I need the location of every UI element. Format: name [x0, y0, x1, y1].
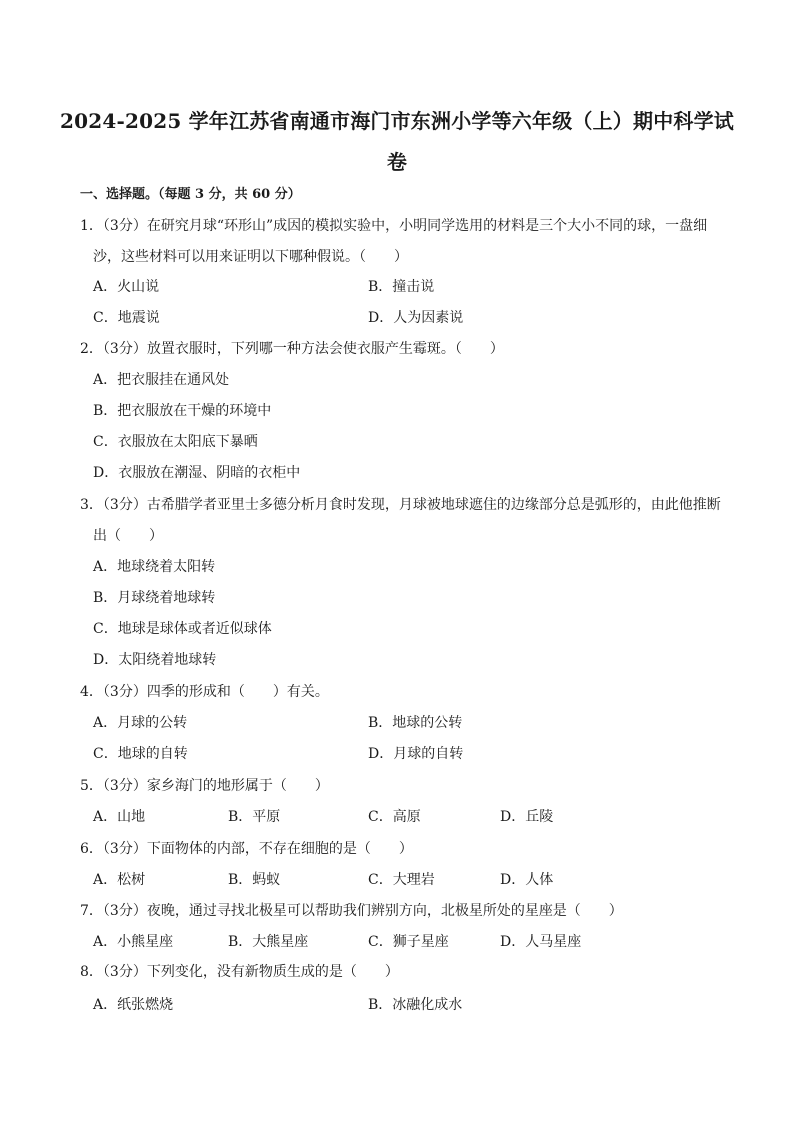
q5-option-a[interactable]: A．山地	[93, 809, 146, 825]
section-heading: 一、选择题。（每题 3 分，共 60 分）	[80, 187, 301, 202]
q4-option-b[interactable]: B．地球的公转	[368, 715, 463, 731]
q8-option-b[interactable]: B．冰融化成水	[368, 997, 463, 1013]
q4-option-c[interactable]: C．地球的自转	[93, 746, 188, 762]
q1-option-b[interactable]: B．撞击说	[368, 279, 435, 295]
question-3-text-cont: 出（ ）	[93, 528, 163, 544]
question-1-text-cont: 沙，这些材料可以用来证明以下哪种假说。（ ）	[93, 249, 408, 265]
q1-option-a[interactable]: A．火山说	[93, 279, 160, 295]
question-6-text: 6．（3分）下面物体的内部，不存在细胞的是（ ）	[80, 841, 413, 857]
q7-option-c[interactable]: C．狮子星座	[368, 934, 449, 950]
q3-option-a[interactable]: A．地球绕着太阳转	[93, 559, 216, 575]
question-2	[80, 334, 504, 365]
q2-option-d[interactable]: D．衣服放在潮湿、阴暗的衣柜中	[93, 465, 301, 481]
question-5-text: 5．（3分）家乡海门的地形属于（ ）	[80, 778, 329, 794]
question-2-text: 2．（3分）放置衣服时，下列哪一种方法会使衣服产生霉斑。（ ）	[80, 341, 504, 357]
question-7-text: 7．（3分）夜晚，通过寻找北极星可以帮助我们辨别方向，北极星所处的星座是（ ）	[80, 903, 623, 919]
q1-option-c[interactable]: C．地震说	[93, 310, 160, 326]
q4-option-a[interactable]: A．月球的公转	[93, 715, 188, 731]
question-3	[80, 490, 721, 552]
q5-option-c[interactable]: C．高原	[368, 809, 421, 825]
q5-option-d[interactable]: D．丘陵	[500, 809, 554, 825]
q3-option-b[interactable]: B．月球绕着地球转	[93, 590, 216, 606]
q1-option-d[interactable]: D．人为因素说	[368, 310, 464, 326]
question-1-text: 1．（3分）在研究月球“环形山”成因的模拟实验中，小明同学选用的材料是三个大小不同的球，一盘细	[80, 218, 708, 234]
q8-option-a[interactable]: A．纸张燃烧	[93, 997, 174, 1013]
title-line-1: 2024-2025 学年江苏省南通市海门市东洲小学等六年级（上）期中科学试	[60, 109, 734, 133]
q6-option-a[interactable]: A．松树	[93, 872, 146, 888]
q7-option-b[interactable]: B．大熊星座	[228, 934, 309, 950]
q6-option-c[interactable]: C．大理岩	[368, 872, 435, 888]
question-1	[80, 211, 707, 273]
q2-option-b[interactable]: B．把衣服放在干燥的环境中	[93, 403, 272, 419]
question-4-text: 4．（3分）四季的形成和（ ）有关。	[80, 684, 329, 700]
q3-option-c[interactable]: C．地球是球体或者近似球体	[93, 621, 272, 637]
question-8	[80, 957, 399, 988]
question-6	[80, 834, 413, 865]
q7-option-d[interactable]: D．人马星座	[500, 934, 582, 950]
question-5	[80, 771, 329, 802]
question-7	[80, 896, 623, 927]
question-8-text: 8．（3分）下列变化，没有新物质生成的是（ ）	[80, 964, 399, 980]
page-title	[40, 101, 754, 183]
q7-option-a[interactable]: A．小熊星座	[93, 934, 174, 950]
q4-option-d[interactable]: D．月球的自转	[368, 746, 464, 762]
q6-option-b[interactable]: B．蚂蚁	[228, 872, 281, 888]
title-line-2: 卷	[386, 150, 408, 174]
question-3-text: 3．（3分）古希腊学者亚里士多德分析月食时发现，月球被地球遮住的边缘部分总是弧形的，由此他推断	[80, 497, 721, 513]
q5-option-b[interactable]: B．平原	[228, 809, 281, 825]
question-4	[80, 677, 329, 708]
q6-option-d[interactable]: D．人体	[500, 872, 554, 888]
q2-option-a[interactable]: A．把衣服挂在通风处	[93, 372, 230, 388]
q3-option-d[interactable]: D．太阳绕着地球转	[93, 652, 217, 668]
q2-option-c[interactable]: C．衣服放在太阳底下暴晒	[93, 434, 258, 450]
